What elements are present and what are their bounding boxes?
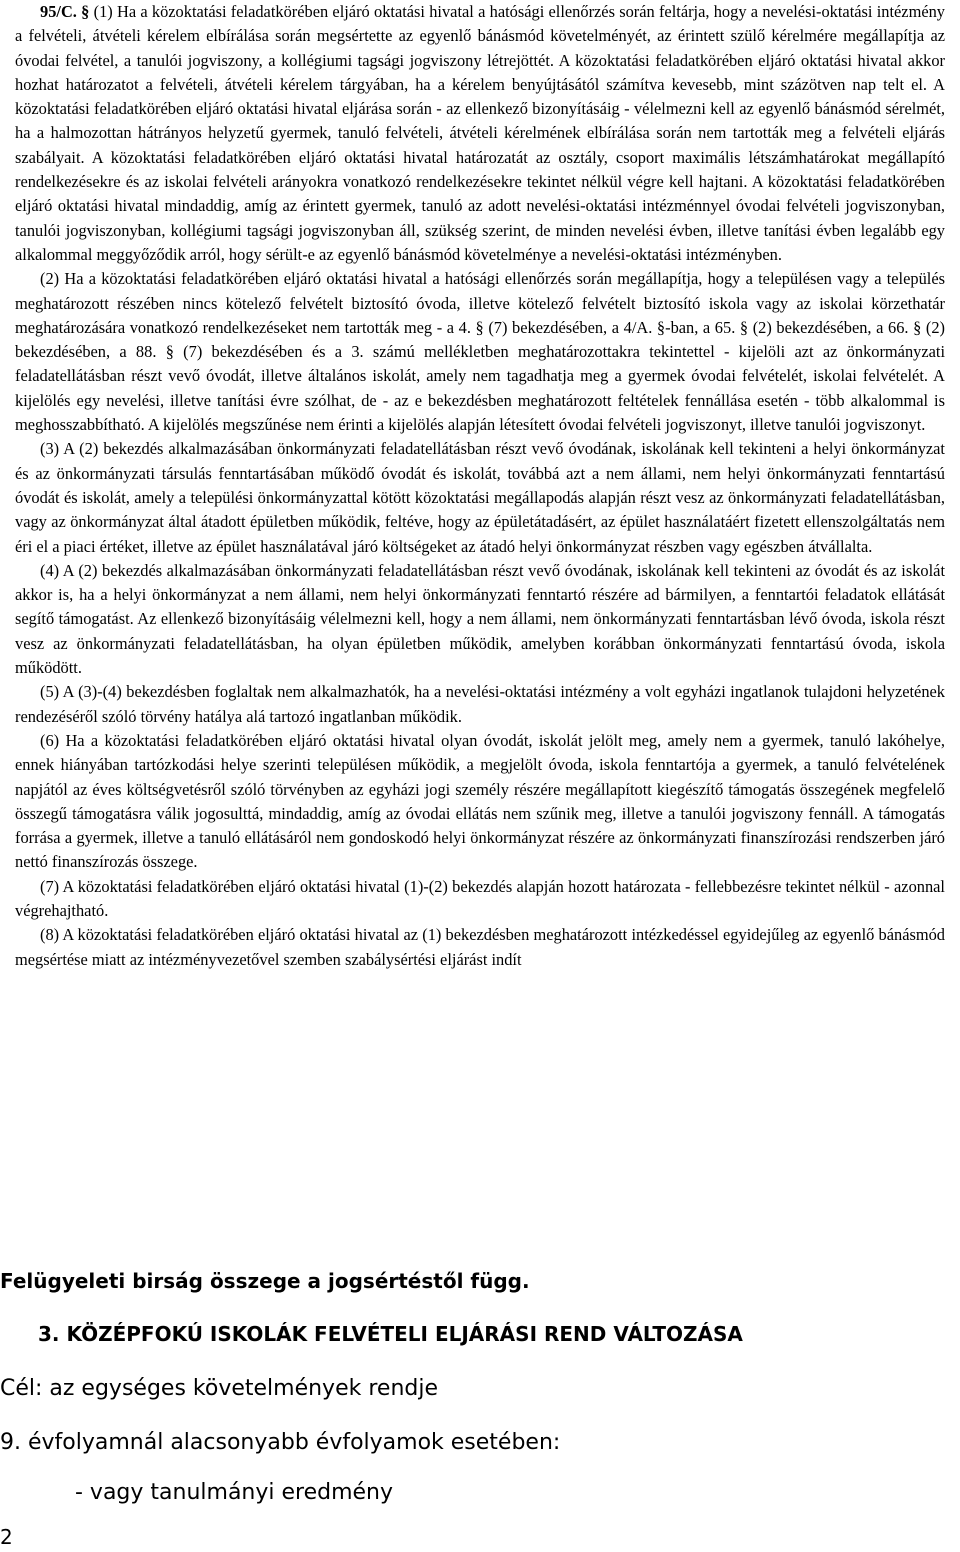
paragraph-1-text: (1) Ha a közoktatási feladatkörében eljáró oktatási hivatal a hatósági ellenőrzés során feltárja, hogy a nevelési-oktatási intézmény a felvételi, átvételi kérelem elbírálása során megsértette az egyenlő bánásmód követelményét, az érintett szülő kérelmére megállapítja az óvodai felvétel, a tanulói jogviszony, a kollégiumi tagsági jogviszony létrejöttét. A közoktatási feladatkörében eljáró oktatási hivatal akkor hozhat határozatot a felvételi, átvételi kérelem tárgyában, ha a kérelem benyújtásától számítva kevesebb, mint százötven nap telt el. A közoktatási feladatkörében eljáró oktatási hivatal eljárása során - az ellenkező bizonyításáig - vélelmezni kell az egyenlő bánásmód sérelmét, ha a halmozottan hátrányos helyzetű gyermek, tanuló felvételi, átvételi kérelmének elbírálása során nem tartották meg a felvételi eljárás szabályait. A közoktatási feladatkörében eljáró oktatási hivatal határozatát az osztály, csoport maximális létszámhatárokat megállapító rendelkezésekre és az iskolai felvételi arányokra vonatkozó rendelkezésekre tekintet nélkül végre kell hajtani. A közoktatási feladatkörében eljáró oktatási hivatal mindaddig, amíg az érintett gyermek, tanuló az adott nevelési-oktatási intézménnyel óvodai felvételi jogviszonyban, tanulói jogviszonyban, kollégiumi tagsági jogviszonyban áll, szükség szerint, de minden nevelési évben, illetve tanítási évben legalább egy alkalommal meggyőződik arról, hogy sérült-e az egyenlő bánásmód követelménye a nevelési-oktatási intézményben. <box>15 2 945 264</box>
paragraph-5: (5) A (3)-(4) bekezdésben foglaltak nem alkalmazhatók, ha a nevelési-oktatási intézmény a volt egyházi ingatlanok tulajdoni helyzetének rendezéséről szóló törvény hatálya alá tartozó ingatlanban működik. <box>15 682 945 726</box>
section-heading: 95/C. § <box>40 2 90 21</box>
paragraph-3: (3) A (2) bekezdés alkalmazásában önkormányzati feladatellátásban részt vevő óvodának, iskolának kell tekinteni a helyi önkormányzat és az önkormányzati társulás fenntartásában működő óvodát és iskolát, továbbá azt a nem állami, nem helyi önkormányzati fenntartású óvodát és iskolát, amely a települési önkormányzattal kötött közoktatási megállapodás alapján részt vesz az önkormányzati feladatellátásban, vagy az önkormányzat által átadott épületben működik, feltéve, hogy az épületátadásért, az épület használatáért fizetett ellenszolgáltatás nem éri el a piaci értéket, illetve az épület használatával járó költségeket az átadó helyi önkormányzat részben vagy egészben átvállalta. <box>15 439 945 556</box>
paragraph-2: (2) Ha a közoktatási feladatkörében eljáró oktatási hivatal a hatósági ellenőrzés során megállapítja, hogy a településen vagy a település meghatározott részében nincs kötelező felvételt biztosító óvoda, illetve kötelező felvételt biztosító iskola vagy az iskolai körzethatár meghatározására vonatkozó rendelkezéseket nem tartották meg - a 4. § (7) bekezdésében, a 4/A. §-ban, a 65. § (2) bekezdésében, a 66. § (2) bekezdésében, a 88. § (7) bekezdésében és a 3. számú mellékletben meghatározottakra tekintettel - kijelöli azt az önkormányzati feladatellátásban részt vevő óvodát, illetve általános iskolát, amely nem tagadhatja meg a gyermek óvodai felvételét, iskolai felvételét. A kijelölés egy nevelési, illetve tanítási évre szólhat, de - az e bekezdésben meghatározott feltételek fennállása esetén - több alkalommal is meghosszabbítható. A kijelölés megszűnése nem érinti a kijelölés alapján létesített óvodai felvételi jogviszonyt, illetve tanulói jogviszonyt. <box>15 269 945 435</box>
goal-line: Cél: az egységes követelmények rendje <box>0 1376 439 1401</box>
paragraph-1 <box>15 0 945 267</box>
page-number: 2 <box>0 1525 13 1549</box>
dash-list-item: - vagy tanulmányi eredmény <box>75 1480 394 1505</box>
fine-note: Felügyeleti birság összege a jogsértéstől függ. <box>0 1269 530 1293</box>
grade-line: 9. évfolyamnál alacsonyabb évfolyamok esetében: <box>0 1430 561 1455</box>
paragraph-6: (6) Ha a közoktatási feladatkörében eljáró oktatási hivatal olyan óvodát, iskolát jelölt meg, amely nem a gyermek, tanuló lakóhelye, ennek hiányában tartózkodási helye szerinti településen működik, a megjelölt óvoda, iskola fenntartója a gyermek, a tanuló felvételének napjától az éves költségvetésről szóló törvényben az egyházi jogi személy részére megállapított kiegészítő támogatás összegének megfelelő összegű támogatásra válik jogosulttá, mindaddig, amíg az óvodai ellátás nem szűnik meg, illetve a tanulói jogviszony fennáll. A támogatás forrása a gyermek, illetve a tanuló ellátásáról nem gondoskodó helyi önkormányzat részére az önkormányzati finanszírozási rendszerben járó nettó finanszírozás összege. <box>15 730 945 872</box>
section-title: 3. KÖZÉPFOKÚ ISKOLÁK FELVÉTELI ELJÁRÁSI REND VÁLTOZÁSA <box>38 1322 743 1346</box>
paragraph-4: (4) A (2) bekezdés alkalmazásában önkormányzati feladatellátásban részt vevő óvodának, iskolának kell tekinteni az óvodát és az iskolát akkor is, ha a helyi önkormányzat a nem állami, nem helyi önkormányzati fenntartó részére ad bármilyen, a fenntartói feladatok ellátását segítő támogatást. Az ellenkező bizonyításáig vélelmezni kell, hogy a nem állami, nem önkormányzati fenntartásban lévő óvoda, iskola részt vesz az önkormányzati feladatellátásban, ha olyan épületben működik, amelyben korábban önkormányzati fenntartású óvoda, iskola működött. <box>15 560 945 678</box>
paragraph-7: (7) A közoktatási feladatkörében eljáró oktatási hivatal (1)-(2) bekezdés alapján hozott határozata - fellebbezésre tekintet nélkül - azonnal végrehajtható. <box>15 876 945 920</box>
legal-text-block <box>15 0 945 972</box>
paragraph-8: (8) A közoktatási feladatkörében eljáró oktatási hivatal az (1) bekezdésben meghatározott intézkedéssel egyidejűleg az egyenlő bánásmód megsértése miatt az intézményvezetővel szemben szabálysértési eljárást indít <box>15 925 945 969</box>
